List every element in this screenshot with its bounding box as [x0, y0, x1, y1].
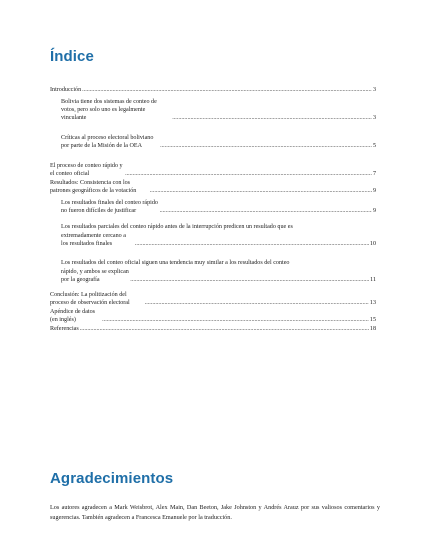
- acknowledgements-paragraph: Los autores agradecen a Mark Weisbrot, Alex Main, Dan Beeton, Jake Johnston y Andrés Arauz por sus valiosos comentarios y sugerencias. También agradecen a Francesca Emanuele por la traducción.: [50, 504, 380, 521]
- toc-entry-text-line1: Los resultados parciales del conteo rápido antes de la interrupción predicen un resultado que es: [61, 224, 293, 230]
- toc-entry-apendice[interactable]: [50, 308, 376, 324]
- toc-entry-text: Los resultados finales del conteo rápido no fueron difíciles de justificar: [61, 200, 158, 214]
- toc-entry-page: 11: [370, 277, 376, 283]
- dot-leader: [130, 276, 369, 284]
- toc-entry-text: Bolivia tiene dos sistemas de conteo de votos, pero solo uno es legalmente vinculante: [61, 99, 157, 121]
- dot-leader: [150, 187, 372, 195]
- toc-entry-page: 13: [369, 300, 376, 306]
- dot-leader: [172, 114, 372, 122]
- dot-leader: [160, 142, 372, 150]
- toc-entry-page: 3: [372, 87, 376, 93]
- toc-entry-page: 10: [369, 241, 376, 247]
- toc-entry-text: Conclusión: La politización del proceso de observación electoral: [50, 292, 130, 306]
- dot-leader: [160, 207, 372, 215]
- dot-leader: [135, 240, 369, 248]
- toc-entry-text: El proceso de conteo rápido y el conteo oficial: [50, 163, 123, 177]
- dot-leader: [145, 299, 369, 307]
- toc-entry-conteo-oficial-tendencia[interactable]: [50, 259, 376, 284]
- toc-entry-text-line2: rápido, y ambos se explican por la geografía: [61, 269, 129, 283]
- dot-leader: [80, 325, 369, 333]
- toc-entry-dos-sistemas[interactable]: [50, 98, 376, 122]
- acknowledgements-heading: Agradecimientos: [50, 470, 174, 487]
- dot-leader: [82, 86, 372, 94]
- toc-entry-text: Críticas al proceso electoral boliviano por parte de la Misión de la OEA: [61, 135, 154, 149]
- toc-entry-page: 15: [369, 317, 376, 323]
- toc-entry-referencias[interactable]: [50, 325, 376, 333]
- toc-entry-criticas-oea[interactable]: [50, 134, 376, 150]
- toc-entry-text: Introducción: [50, 87, 82, 93]
- toc-entry-resultados-parciales[interactable]: [50, 223, 376, 248]
- toc-entry-resultados-finales[interactable]: [50, 199, 376, 215]
- toc-entry-page: 7: [372, 171, 376, 177]
- toc-entry-page: 3: [372, 115, 376, 121]
- toc-entry-conclusion[interactable]: [50, 291, 376, 307]
- toc-entry-page: 18: [369, 326, 376, 332]
- toc-entry-resultados[interactable]: [50, 179, 376, 195]
- dot-leader: [102, 316, 369, 324]
- toc-entry-page: 9: [372, 208, 376, 214]
- toc-entry-introduccion[interactable]: [50, 86, 376, 94]
- toc-entry-text: Resultados: Consistencia con los patrones geográficos de la votación: [50, 180, 137, 194]
- toc-entry-text-line2: extremadamente cercano a los resultados finales: [61, 233, 126, 247]
- toc-entry-text-line1: Los resultados del conteo oficial siguen una tendencia muy similar a los resultados del conteo: [61, 260, 290, 266]
- dot-leader: [125, 170, 372, 178]
- toc-heading: Índice: [50, 48, 94, 65]
- toc-entry-page: 5: [372, 143, 376, 149]
- toc-entry-text: Referencias: [50, 326, 79, 332]
- toc-entry-text: Apéndice de datos (en inglés): [50, 309, 96, 323]
- toc-entry-page: 9: [372, 188, 376, 194]
- toc-entry-proceso-conteo[interactable]: [50, 162, 376, 178]
- table-of-contents: [50, 86, 376, 332]
